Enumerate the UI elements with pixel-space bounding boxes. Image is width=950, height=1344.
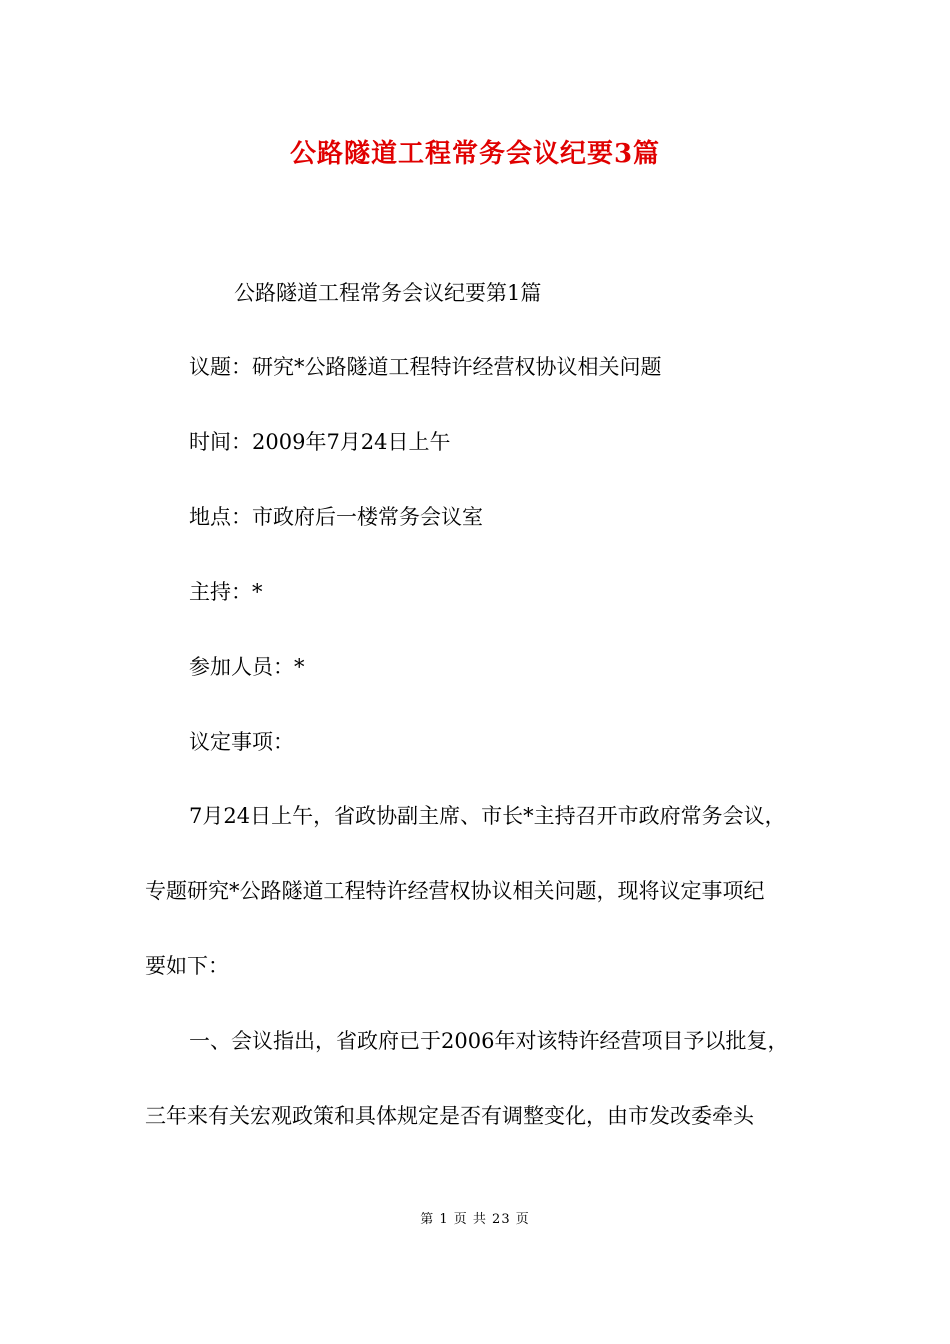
body-line-paragraph-2-cont: 三年来有关宏观政策和具体规定是否有调整变化，由市发改委牵头 xyxy=(145,1104,754,1128)
body-line-paragraph-1-end: 要如下： xyxy=(145,954,229,978)
body-line-section-heading: 公路隧道工程常务会议纪要第1篇 xyxy=(234,281,542,305)
body-line-paragraph-1: 7月24日上午，省政协副主席、市长*主持召开市政府常务会议， xyxy=(189,804,786,828)
page-number-footer: 第 1 页 共 23 页 xyxy=(420,1212,530,1227)
body-line-decisions-label: 议定事项： xyxy=(189,730,294,754)
body-line-attendees: 参加人员：* xyxy=(189,655,305,679)
body-line-topic: 议题：研究*公路隧道工程特许经营权协议相关问题 xyxy=(189,355,662,379)
document-title: 公路隧道工程常务会议纪要3篇 xyxy=(289,139,661,169)
body-line-time: 时间：2009年7月24日上午 xyxy=(189,430,451,454)
body-line-paragraph-1-cont: 专题研究*公路隧道工程特许经营权协议相关问题，现将议定事项纪 xyxy=(145,879,765,903)
body-line-location: 地点：市政府后一楼常务会议室 xyxy=(189,505,483,529)
body-line-host: 主持：* xyxy=(189,580,263,604)
body-line-paragraph-2: 一、会议指出，省政府已于2006年对该特许经营项目予以批复， xyxy=(189,1029,789,1053)
